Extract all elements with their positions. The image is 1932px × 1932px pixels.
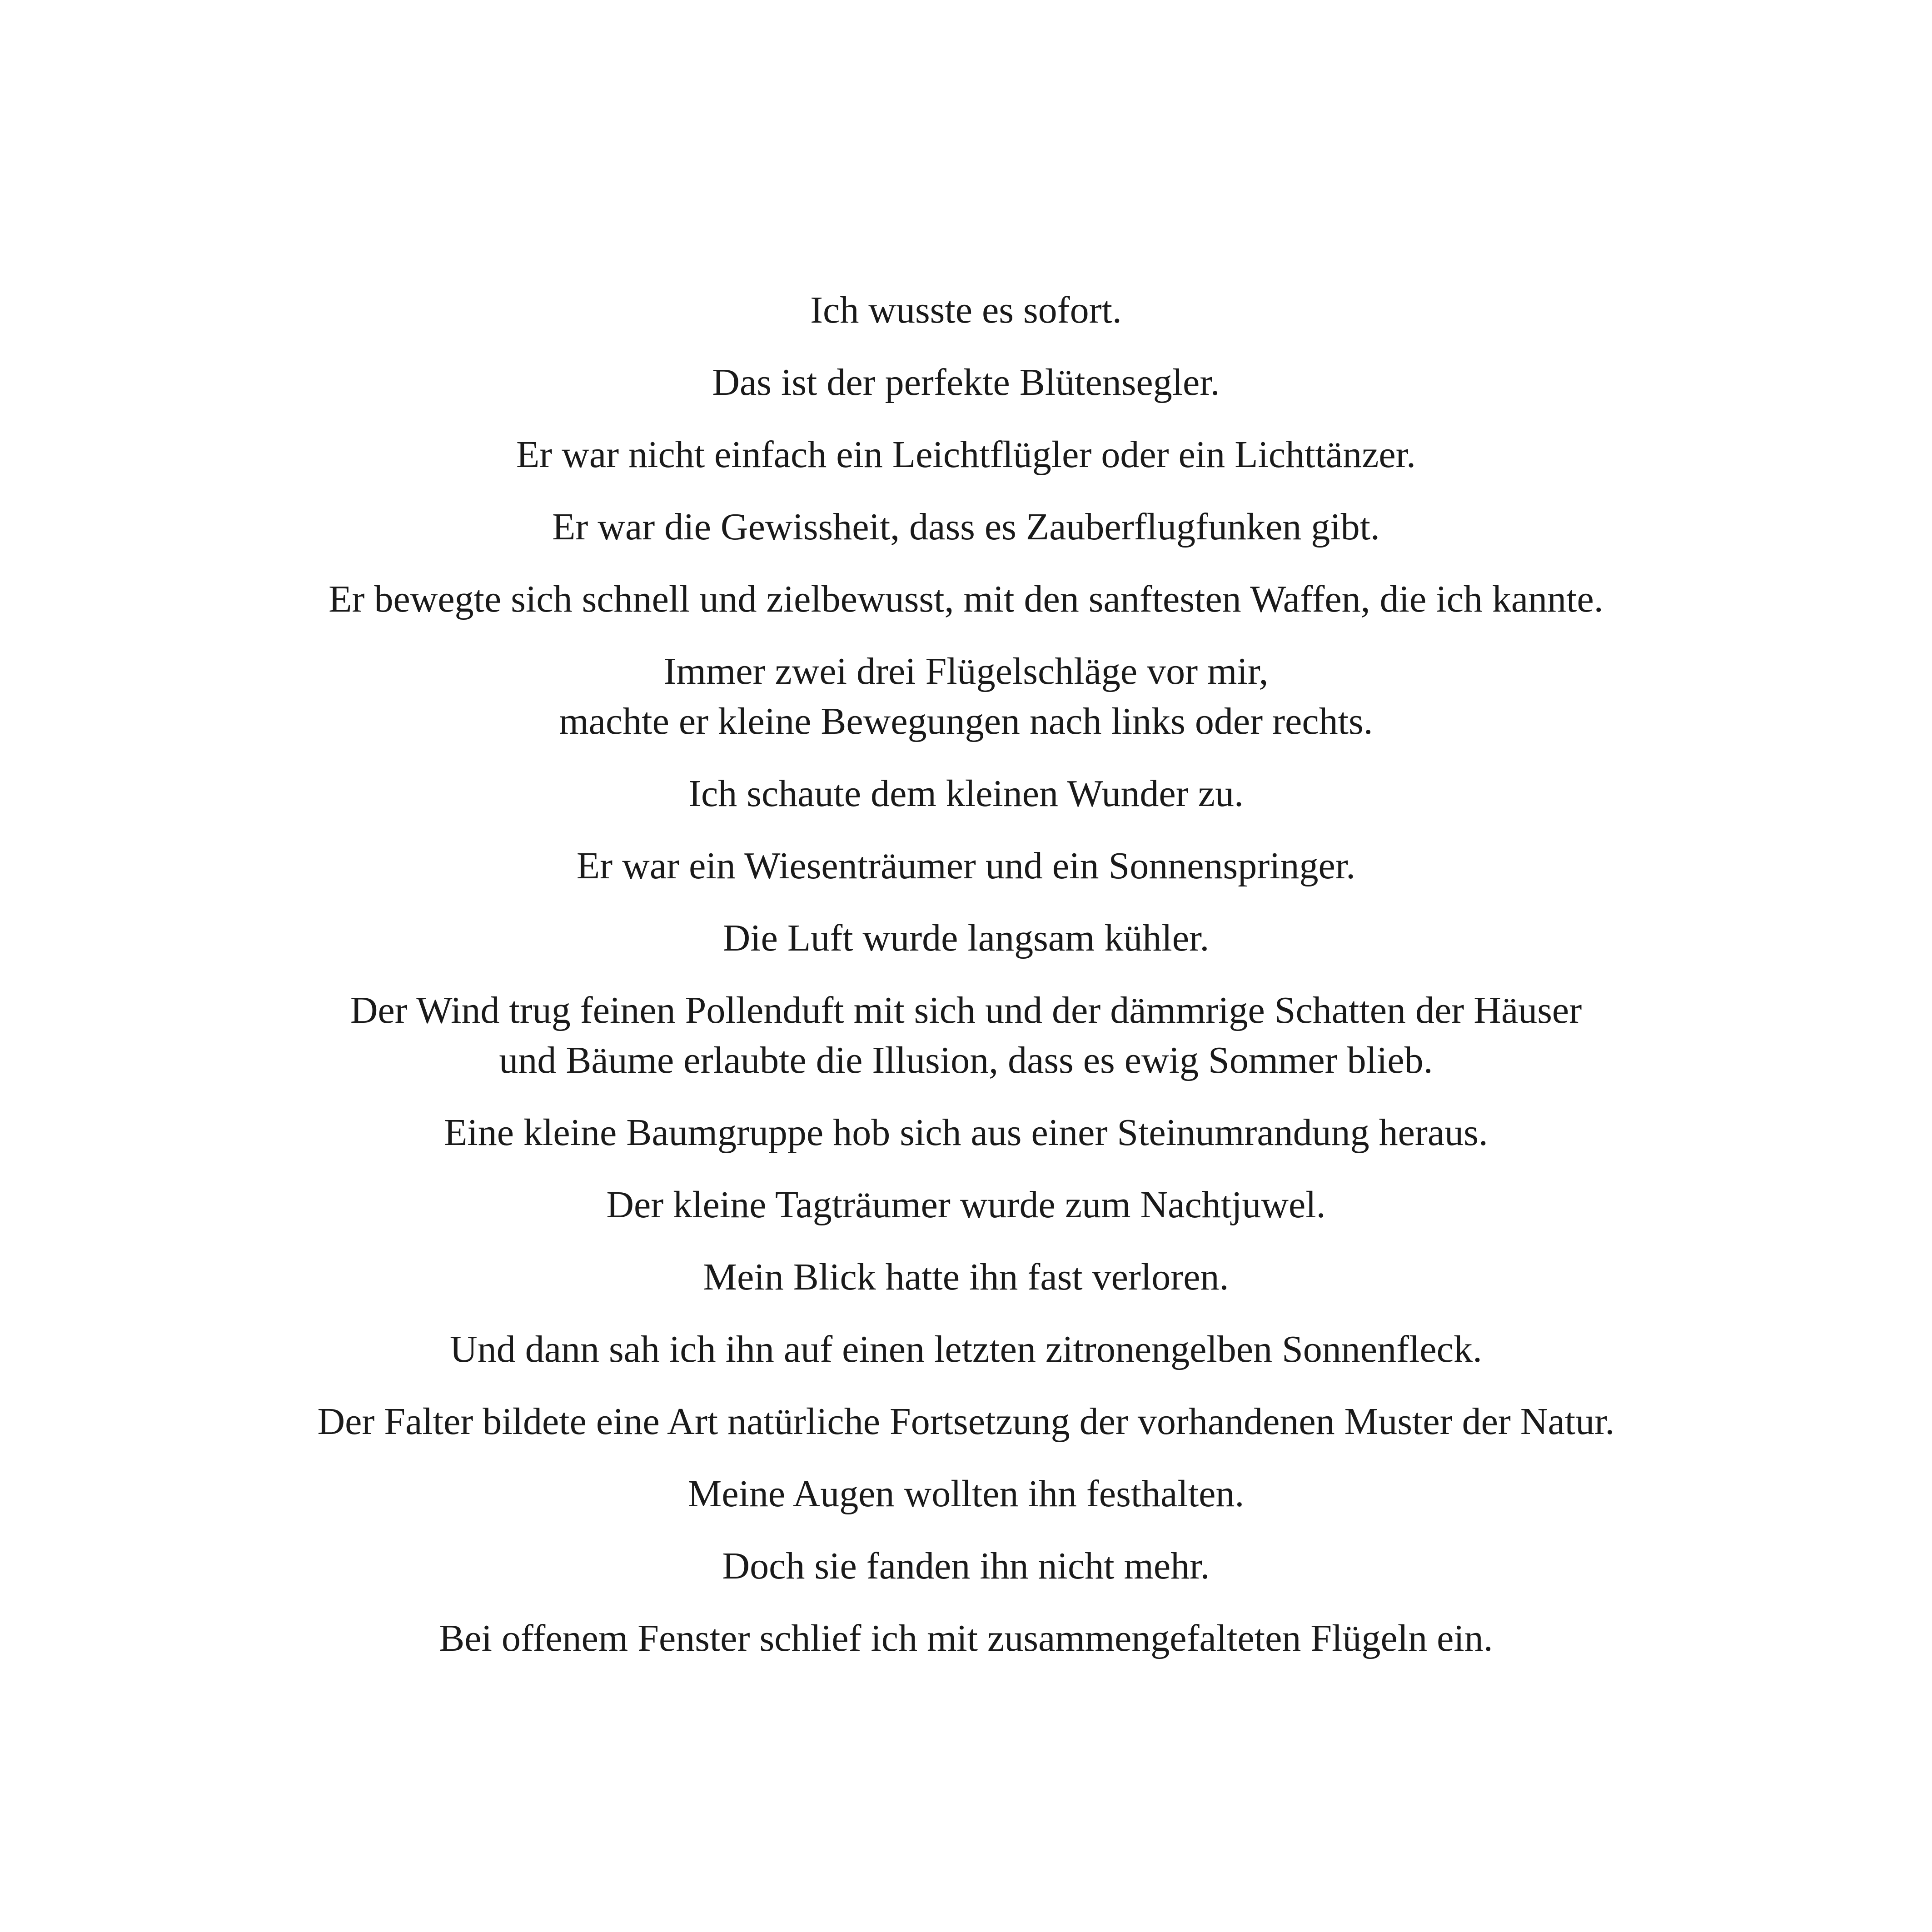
- stanza: [0, 1613, 1932, 1663]
- text-line: und Bäume erlaubte die Illusion, dass es ewig Sommer blieb.: [499, 1039, 1433, 1081]
- text-line: Er war ein Wiesenträumer und ein Sonnenspringer.: [576, 845, 1356, 887]
- stanza: [0, 647, 1932, 747]
- text-line: Meine Augen wollten ihn festhalten.: [687, 1473, 1245, 1515]
- text-line: Eine kleine Baumgruppe hob sich aus einer Steinumrandung heraus.: [444, 1111, 1488, 1154]
- stanza: [0, 430, 1932, 480]
- stanza: [0, 841, 1932, 891]
- stanza: [0, 1541, 1932, 1591]
- text-line: Das ist der perfekte Blütensegler.: [712, 361, 1220, 403]
- stanza: [0, 1397, 1932, 1447]
- stanza: [0, 358, 1932, 408]
- stanza: [0, 1252, 1932, 1302]
- text-line: Der Falter bildete eine Art natürliche Fortsetzung der vorhandenen Muster der Natur.: [317, 1400, 1615, 1443]
- text-line: Er bewegte sich schnell und zielbewusst, mit den sanftesten Waffen, die ich kannte.: [329, 578, 1603, 620]
- stanza: [0, 913, 1932, 963]
- text-line: Er war nicht einfach ein Leichtflügler oder ein Lichttänzer.: [516, 433, 1416, 476]
- stanza: [0, 285, 1932, 335]
- text-line: Doch sie fanden ihn nicht mehr.: [722, 1545, 1210, 1587]
- text-line: Die Luft wurde langsam kühler.: [722, 917, 1210, 959]
- stanza: [0, 1325, 1932, 1374]
- text-line: Der Wind trug feinen Pollenduft mit sich und der dämmrige Schatten der Häuser: [350, 989, 1582, 1031]
- text-line: Ich wusste es sofort.: [810, 289, 1122, 331]
- text-line: Immer zwei drei Flügelschläge vor mir,: [663, 650, 1269, 692]
- stanza: [0, 986, 1932, 1086]
- stanza: [0, 1469, 1932, 1519]
- text-line: Und dann sah ich ihn auf einen letzten zitronengelben Sonnenfleck.: [450, 1328, 1482, 1370]
- text-line: Der kleine Tagträumer wurde zum Nachtjuwel.: [606, 1184, 1326, 1226]
- text-line: Ich schaute dem kleinen Wunder zu.: [688, 772, 1244, 815]
- stanza: [0, 769, 1932, 819]
- stanza: [0, 502, 1932, 552]
- stanza: [0, 1180, 1932, 1230]
- stanza: [0, 1108, 1932, 1158]
- text-line: Mein Blick hatte ihn fast verloren.: [703, 1256, 1229, 1298]
- text-line: machte er kleine Bewegungen nach links oder rechts.: [559, 700, 1373, 742]
- stanza: [0, 574, 1932, 624]
- text-line: Er war die Gewissheit, dass es Zauberflugfunken gibt.: [552, 506, 1380, 548]
- text-line: Bei offenem Fenster schlief ich mit zusammengefalteten Flügeln ein.: [439, 1617, 1493, 1659]
- poem-text: [0, 285, 1932, 1686]
